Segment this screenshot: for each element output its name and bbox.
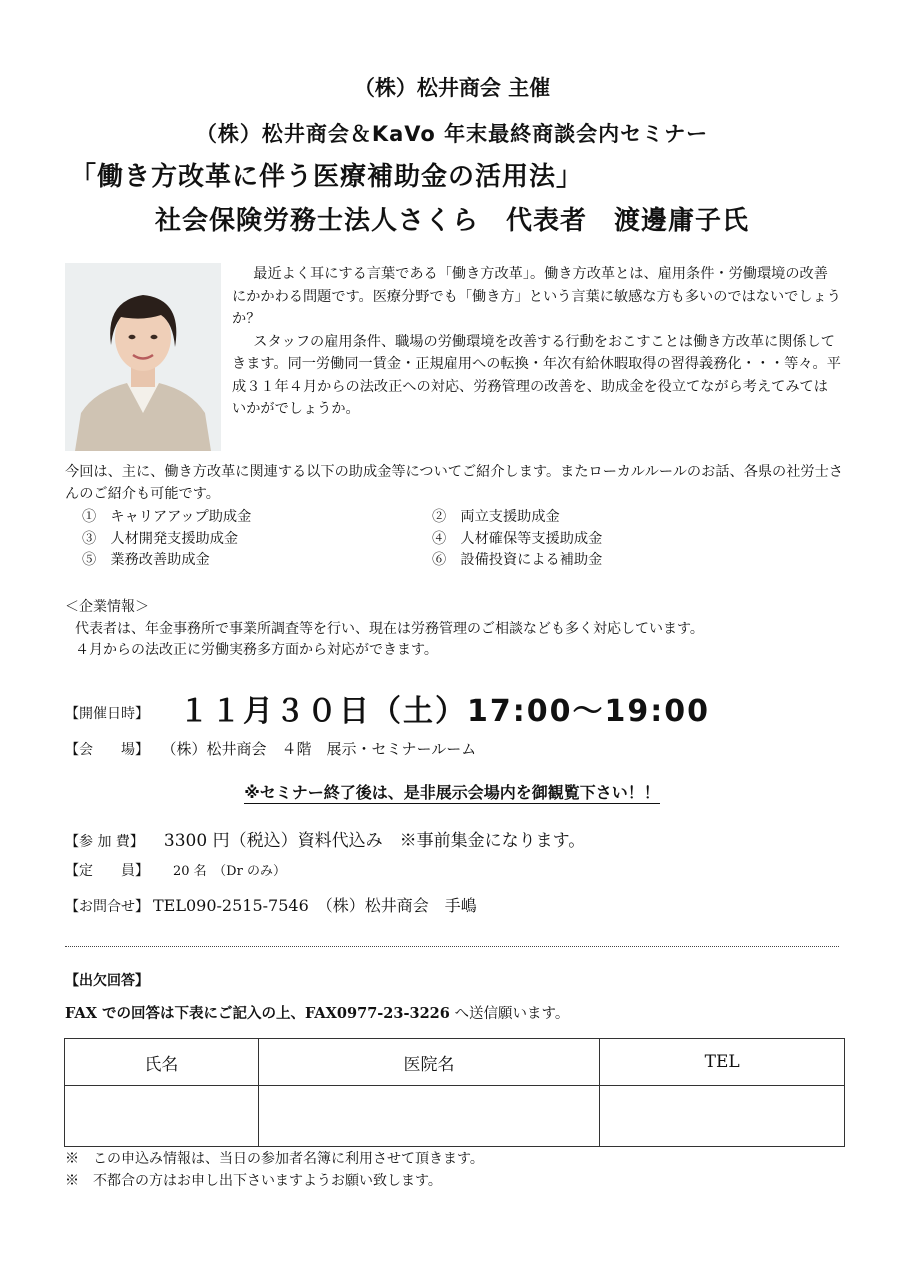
intro-paragraph-1: 最近よく耳にする言葉である「働き方改革」。働き方改革とは、雇用条件・労働環境の改善にかかわる問題です。医療分野でも「働き方」という言葉に敏感な方も多いのではないでしょうか？ [232,266,841,327]
list-item: ① キャリアアップ助成金 [82,509,252,525]
company-info [65,597,845,662]
fax-instruction-tail: へ送信願います。 [449,1006,570,1022]
contact-label: 【お問合せ】 [65,899,149,915]
reply-form-table [64,1038,845,1147]
capacity-label: 【定 員】 [65,863,149,879]
fax-instruction: FAX での回答は下表にご記入の上、FAX0977-23-3226 [65,1005,450,1022]
company-line-1: 代表者は、年金事務所で事業所調査等を行い、現在は労務管理のご相談なども多く対応しています。 [75,620,704,637]
footnote-1: ※ この申込み情報は、当日の参加者名簿に利用させて頂きます。 [65,1151,484,1167]
event-capacity-row [65,860,286,880]
intro-text [232,263,842,421]
list-item: ② 両立支援助成金 [432,509,560,525]
clinic-entry-cell[interactable] [258,1086,600,1147]
list-item: ④ 人材確保等支援助成金 [432,530,603,547]
venue-label: 【会 場】 [65,742,149,758]
speaker-photo [65,263,221,451]
column-header-tel: TEL [600,1039,845,1086]
list-item: ③ 人材開発支援助成金 [82,530,239,547]
column-header-name: 氏名 [65,1039,259,1086]
venue-value: （株）松井商会 ４階 展示・セミナールーム [169,740,477,758]
column-header-clinic: 医院名 [258,1039,600,1086]
capacity-value: 20 名 （Dr のみ） [173,864,286,879]
company-heading: ＜企業情報＞ [65,599,149,615]
seminar-title: 「働き方改革に伴う医療補助金の活用法」 [70,162,584,192]
tel-entry-cell[interactable] [600,1086,845,1147]
event-subtitle: （株）松井商会＆KaVo 年末最終商談会内セミナー [195,122,709,146]
intro-paragraph-2: スタッフの雇用条件、職場の労働環境を改善する行動をおこすことは働き方改革に関係してきます。同一労働同一賃金・正規雇用への転換・年次有給休暇取得の習得義務化・・・等々。平成３１年４月からの法改正への対応、労務管理の改善を、助成金を役立てながら考えてみてはいかがでしょうか。 [232,333,841,417]
speaker-line: 社会保険労務士法人さくら 代表者 渡邊庸子氏 [154,206,749,236]
exhibit-notice [0,780,904,803]
list-item: ⑥ 設備投資による補助金 [432,552,603,568]
cut-line-divider [65,946,839,947]
organizer-line: （株）松井商会 主催 [353,76,551,100]
subsidy-list [82,507,782,572]
date-value: １１月３０日（土）17:00〜19:00 [179,694,710,729]
footnote-2: ※ 不都合の方はお申し出下さいますようお願い致します。 [65,1173,442,1189]
event-fee-row [65,826,585,851]
lead-text: 今回は、主に、働き方改革に関連する以下の助成金等についてご紹介します。またローカルルールのお話、各県の社労士さんのご紹介も可能です。 [65,464,843,502]
speaker-portrait-icon [65,263,221,451]
answer-heading: 【出欠回答】 [65,973,149,989]
name-entry-cell[interactable] [65,1086,259,1147]
fee-label: 【参 加 費】 [65,834,144,850]
answer-instructions [65,1002,569,1023]
company-line-2: ４月からの法改正に労働実務多方面から対応ができます。 [75,642,438,658]
list-item: ⑤ 業務改善助成金 [82,552,210,568]
contact-value: TEL090-2515-7546 （株）松井商会 手嶋 [153,896,477,915]
event-contact-row [65,893,477,916]
event-date-row [65,686,710,730]
date-label: 【開催日時】 [65,706,149,722]
exhibit-notice-text: ※セミナー終了後は、是非展示会場内を御観覧下さい！！ [244,783,660,802]
event-venue-row [65,738,476,759]
fee-value: 3300 円（税込）資料代込み ※事前集金になります。 [163,831,586,851]
